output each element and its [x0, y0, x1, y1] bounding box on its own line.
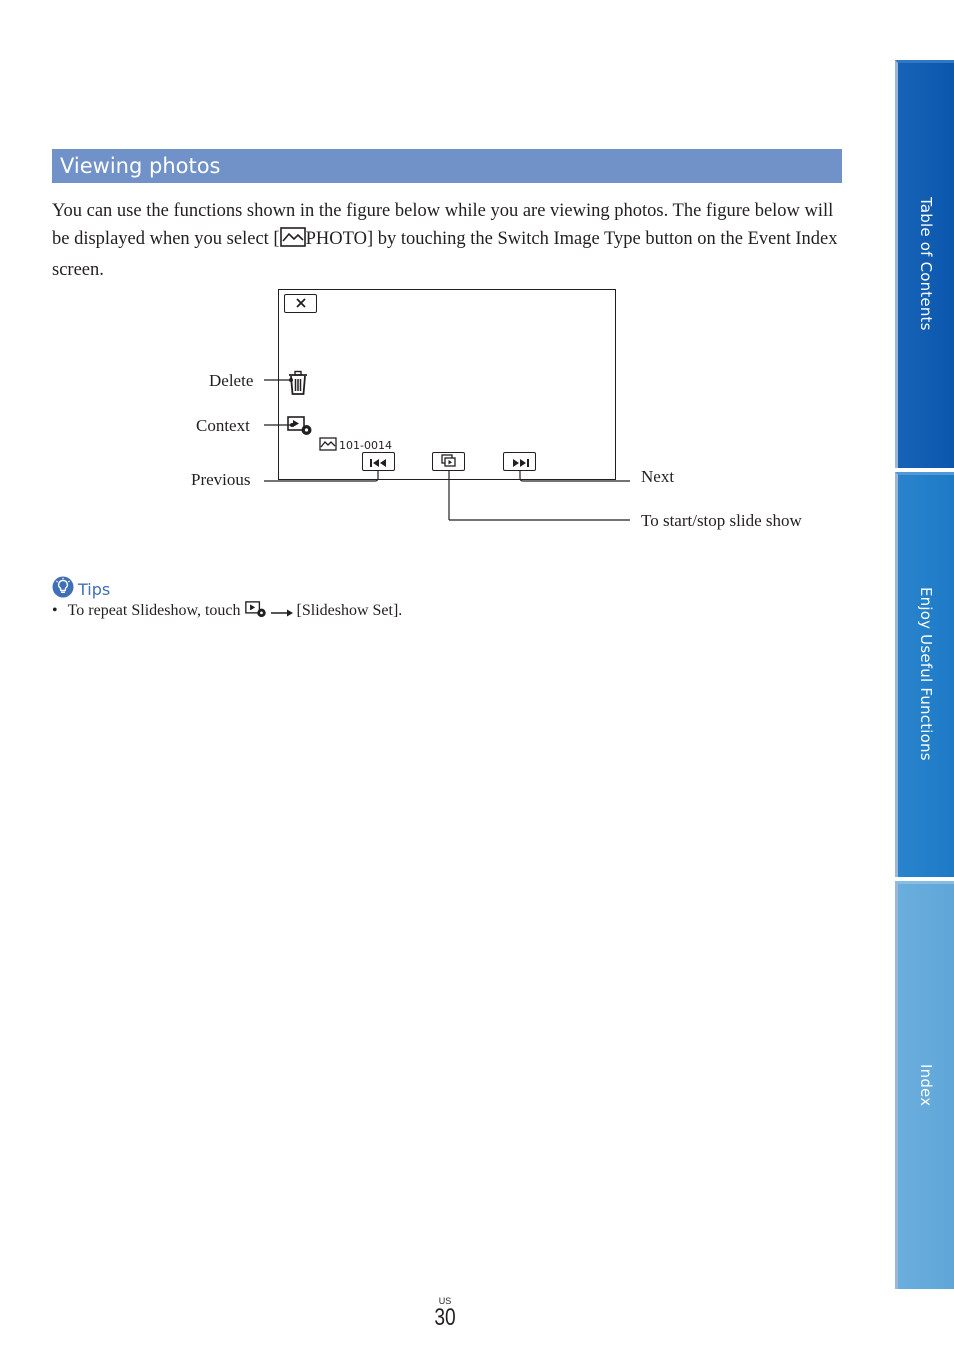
intro-text-1: You can use the functions shown in the figure below while you are viewing photos. The figure below will be displayed when you select [ [52, 201, 834, 249]
photo-label: PHOTO [305, 229, 367, 249]
label-slideshow: To start/stop slide show [641, 511, 802, 530]
tip-text-before: To repeat Slideshow, touch [67, 602, 241, 619]
photo-icon [280, 227, 306, 256]
page-number: 30 [434, 1304, 456, 1331]
tip-text-after: [Slideshow Set]. [296, 602, 403, 619]
tips-list-item [52, 600, 402, 625]
tab-enjoy-useful-functions[interactable] [895, 472, 954, 877]
intro-paragraph [52, 197, 852, 284]
section-title: Viewing photos [60, 154, 221, 178]
arrow-right-icon [271, 603, 293, 625]
lightbulb-icon [52, 576, 74, 602]
page-footer [425, 1296, 465, 1330]
intro-text-2: ] by touching the Switch Image Type button on the Event Index screen. [52, 229, 838, 280]
section-header [52, 149, 842, 183]
tab-label: Index [917, 1064, 935, 1107]
label-context: Context [196, 416, 250, 435]
region-code: US [438, 1296, 452, 1306]
tips-header [52, 576, 110, 602]
label-previous: Previous [191, 470, 251, 489]
bullet: • [52, 602, 58, 619]
tab-label: Table of Contents [917, 197, 935, 331]
label-next: Next [641, 467, 675, 486]
tab-index[interactable] [895, 881, 954, 1289]
tab-table-of-contents[interactable] [895, 60, 954, 468]
label-delete: Delete [209, 371, 254, 390]
file-number: 101-0014 [339, 439, 392, 452]
callout-lines [180, 285, 860, 535]
slideshow-settings-icon [245, 601, 267, 625]
playback-screen-figure [180, 285, 860, 535]
tips-label: Tips [78, 579, 111, 599]
tab-label: Enjoy Useful Functions [917, 587, 935, 761]
